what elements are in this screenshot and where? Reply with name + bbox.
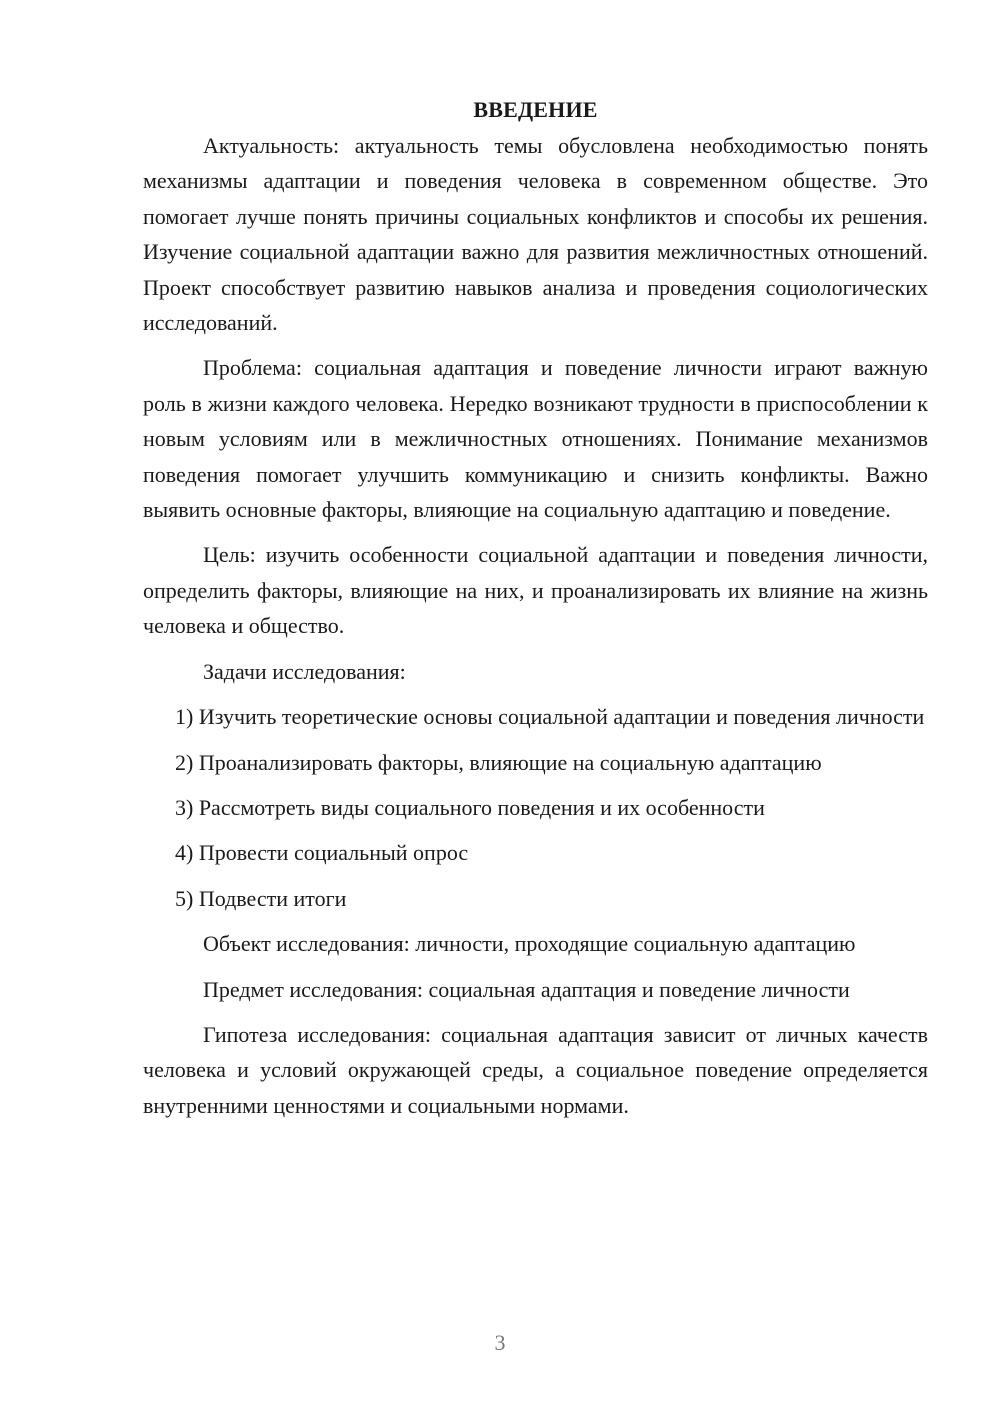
page-number: 3	[494, 1330, 506, 1355]
hypothesis-paragraph: Гипотеза исследования: социальная адаптация зависит от личных качеств человека и условий окружающей среды, а социальное поведение определяется внутренними ценностями и социальными нормами.	[143, 1021, 928, 1118]
task-item-5: 5) Подвести итоги	[175, 885, 347, 911]
relevance-paragraph: Актуальность: актуальность темы обусловлена необходимостью понять механизмы адаптации и поведения человека в современном обществе. Это помогает лучше понять причины социальных конфликтов и способы их решения. Изучение социальной адаптации важно для развития межличностных отношений. Проект способствует развитию навыков анализа и проведения социологических исследований.	[143, 133, 928, 336]
object-paragraph: Объект исследования: личности, проходящие социальную адаптацию	[203, 931, 856, 957]
subject-paragraph: Предмет исследования: социальная адаптация и поведение личности	[203, 976, 850, 1002]
document-page	[143, 92, 928, 1123]
section-heading: ВВЕДЕНИЕ	[473, 97, 598, 122]
problem-paragraph: Проблема: социальная адаптация и поведение личности играют важную роль в жизни каждого человека. Нередко возникают трудности в приспособлении к новым условиям или в межличностных отношениях. Понимание механизмов поведения помогает улучшить коммуникацию и снизить конфликты. Важно выявить основные факторы, влияющие на социальную адаптацию и поведение.	[143, 355, 928, 523]
task-item-4: 4) Провести социальный опрос	[175, 840, 469, 866]
task-item-3: 3) Рассмотреть виды социального поведения и их особенности	[175, 794, 765, 820]
task-item-2: 2) Проанализировать факторы, влияющие на социальную адаптацию	[175, 749, 822, 775]
tasks-title: Задачи исследования:	[203, 658, 406, 684]
goal-paragraph: Цель: изучить особенности социальной адаптации и поведения личности, определить факторы, влияющие на них, и проанализировать их влияние на жизнь человека и общество.	[143, 542, 928, 639]
task-item-1: 1) Изучить теоретические основы социальной адаптации и поведения личности	[175, 704, 925, 730]
